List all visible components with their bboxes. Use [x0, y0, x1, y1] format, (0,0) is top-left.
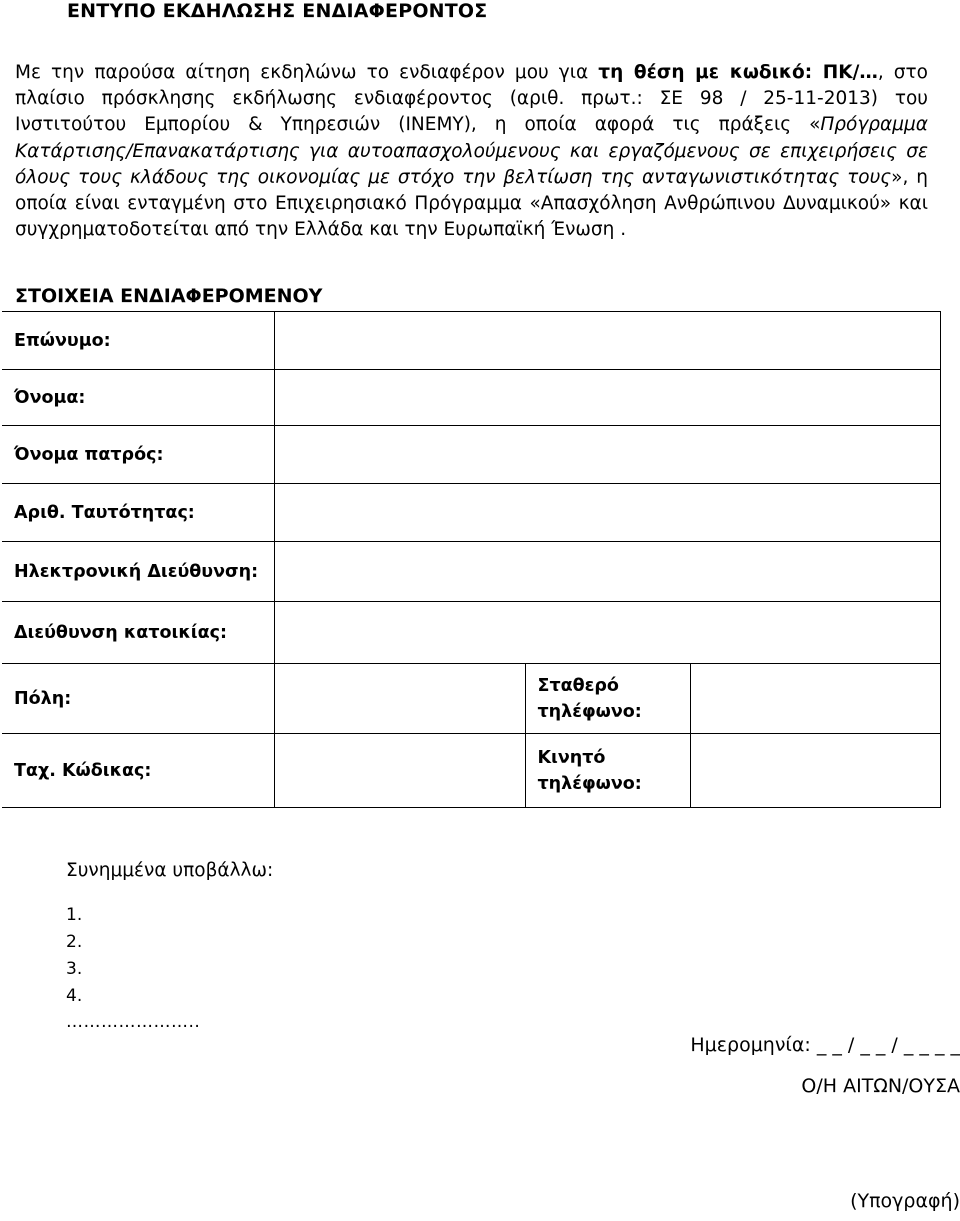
email-label: Ηλεκτρονική Διεύθυνση: — [2, 542, 274, 602]
program-title-text: Πρόγραμμα Κατάρτισης/Επανακατάρτισης για αυτοαπασχολούμενους και εργαζόμενους σε επιχειρήσεις σε όλους τους κλάδους της οικονομίας με στόχο την βελτίωση της ανταγωνιστικότητας τους — [15, 114, 928, 188]
id-number-field[interactable] — [274, 484, 940, 542]
name-label: Όνομα: — [2, 370, 274, 426]
postal-code-label: Ταχ. Κώδικας: — [2, 734, 274, 808]
home-address-label: Διεύθυνση κατοικίας: — [2, 602, 274, 664]
list-item: 4. — [66, 986, 83, 1006]
father-name-field[interactable] — [274, 426, 940, 484]
landline-field[interactable] — [690, 664, 940, 734]
table-row — [2, 370, 940, 426]
table-row — [2, 602, 940, 664]
attachments-list — [66, 902, 82, 1010]
table-row — [2, 312, 940, 370]
city-label: Πόλη: — [2, 664, 274, 734]
mobile-field[interactable] — [690, 734, 940, 808]
signature-label: (Υπογραφή) — [850, 1190, 960, 1212]
table-row — [2, 542, 940, 602]
intro-text-3: », η οποία είναι ενταγμένη στο Επιχειρησιακό Πρόγραμμα «Απασχόληση Ανθρώπινου Δυναμικού» και συγχρηματοδοτείται από την Ελλάδα και την Ευρωπαϊκή Ένωση . — [15, 166, 929, 241]
list-item: 1. — [66, 905, 83, 925]
table-row — [2, 664, 940, 734]
applicant-details-table — [2, 311, 941, 808]
form-title: ΕΝΤΥΠΟ ΕΚΔΗΛΩΣΗΣ ΕΝΔΙΑΦΕΡΟΝΤΟΣ — [67, 0, 488, 22]
id-number-label: Αριθ. Ταυτότητας: — [2, 484, 274, 542]
applicant-label: Ο/Η ΑΙΤΩΝ/ΟΥΣΑ — [801, 1075, 960, 1097]
surname-field[interactable] — [274, 312, 940, 370]
list-item: 2. — [66, 932, 83, 952]
position-code-text: τη θέση με κωδικό: ΠΚ/… — [598, 62, 878, 83]
table-row — [2, 734, 940, 808]
attachments-heading: Συνημμένα υποβάλλω: — [66, 860, 274, 881]
intro-paragraph — [15, 60, 928, 243]
father-name-label: Όνομα πατρός: — [2, 426, 274, 484]
home-address-field[interactable] — [274, 602, 940, 664]
intro-text-2: , στο πλαίσιο πρόσκλησης εκδήλωσης ενδιαφέροντος (αριθ. πρωτ.: ΣΕ 98 / 25-11-2013) του Ινστιτούτου Εμπορίου & Υπηρεσιών (ΙΝΕΜΥ), η οποία αφορά τις πράξεις « — [15, 62, 928, 136]
city-field[interactable] — [274, 664, 525, 734]
date-field[interactable]: Ημερομηνία: _ _ / _ _ / _ _ _ _ — [690, 1034, 960, 1056]
mobile-label: Κινητό τηλέφωνο: — [525, 734, 690, 808]
landline-label: Σταθερό τηλέφωνο: — [525, 664, 690, 734]
list-item: 3. — [66, 959, 83, 979]
email-field[interactable] — [274, 542, 940, 602]
name-field[interactable] — [274, 370, 940, 426]
intro-text-1: Με την παρούσα αίτηση εκδηλώνω το ενδιαφέρον μου για — [15, 62, 599, 83]
attachments-dots: ………………….. — [66, 1012, 201, 1032]
table-row — [2, 484, 940, 542]
section-heading: ΣΤΟΙΧΕΙΑ ΕΝΔΙΑΦΕΡΟΜΕΝΟΥ — [15, 285, 323, 307]
table-row — [2, 426, 940, 484]
surname-label: Επώνυμο: — [2, 312, 274, 370]
postal-code-field[interactable] — [274, 734, 525, 808]
